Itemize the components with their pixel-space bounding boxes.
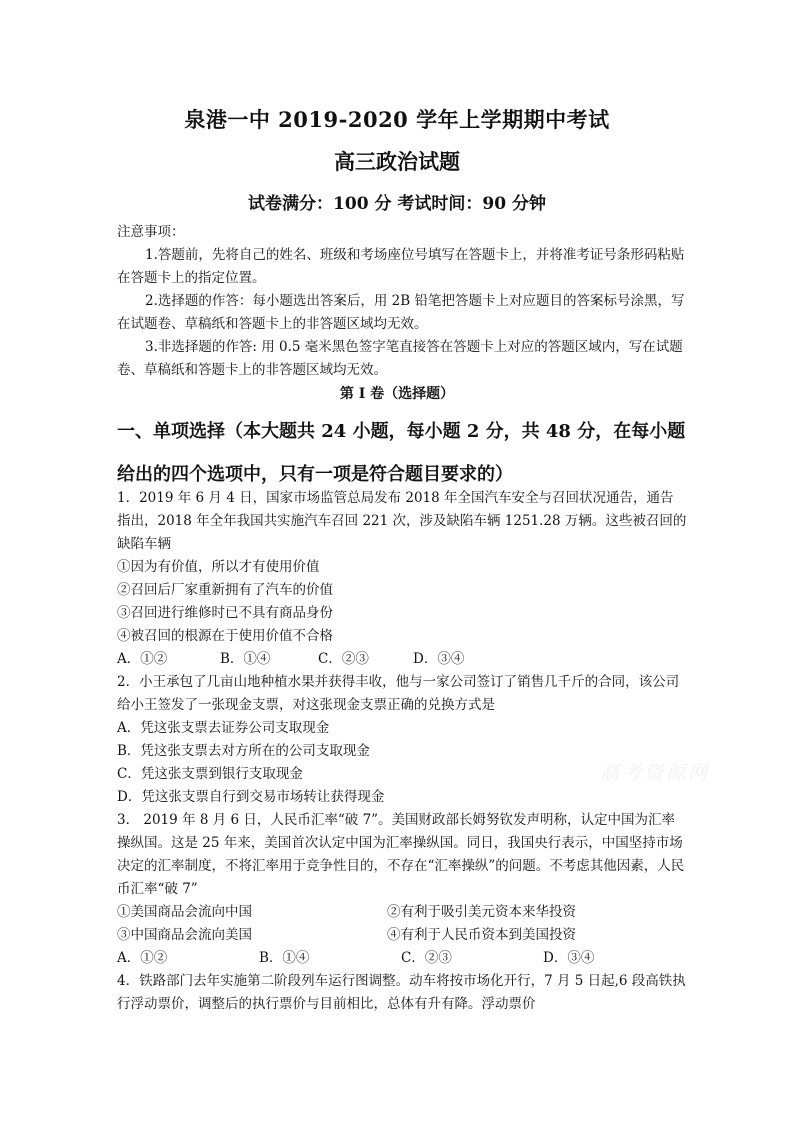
option-a: A．凭这张支票去证券公司支取现金 — [117, 720, 330, 736]
option-d: D．③④ — [543, 950, 595, 966]
option-a: A．①② — [117, 950, 168, 966]
exam-subtitle: 高三政治试题 — [334, 149, 460, 174]
question-1-item: ③召回进行维修时已不具有商品身份 — [117, 605, 333, 621]
question-3-items-row — [117, 924, 687, 947]
option-c: C．凭这张支票到银行支取现金 — [117, 766, 303, 782]
question-1-options — [117, 648, 687, 671]
notice-heading: 注意事项： — [117, 224, 185, 240]
option-d: D．③④ — [413, 651, 465, 667]
notice-item: 3.非选择题的作答: 用 0.5 毫米黑色签字笔直接答在答题卡上对应的答题区域内，写在试题卷、草稿纸和答题卡上的非答题区域均无效。 — [117, 339, 683, 378]
question-3-item: ①美国商品会流向中国 — [117, 904, 252, 920]
question-3-options — [117, 947, 687, 970]
question-3-item: ②有利于吸引美元资本来华投资 — [387, 904, 576, 920]
question-3-stem: 3． 2019 年 8 月 6 日，人民币汇率“破 7”。美国财政部长姆努钦发声明称，认定中国为汇率操纵国。这是 25 年来，美国首次认定中国为汇率操纵国。同日，我国央行表示，中国坚持市场决定的汇率制度，不将汇率用于竞争性目的，不存在“汇率操纵”的问题。不考虑其他因素，人民币汇率“破 7” — [117, 812, 685, 897]
question-3-item: ④有利于人民币资本到美国投资 — [387, 927, 576, 943]
question-3-items-row — [117, 901, 687, 924]
exam-info: 试卷满分：100 分 考试时间：90 分钟 — [248, 194, 546, 214]
part-title: 第 I 卷（选择题） — [339, 386, 455, 402]
question-list — [117, 487, 687, 1016]
question-1-item: ④被召回的根源在于使用价值不合格 — [117, 628, 333, 644]
question-3-item: ③中国商品会流向美国 — [117, 927, 252, 943]
option-c: C．②③ — [318, 651, 369, 667]
question-4-stem: 4．铁路部门去年实施第二阶段列车运行图调整。动车将按市场化开行，7 月 5 日起,6 段高铁执行浮动票价，调整后的执行票价与目前相比，总体有升有降。浮动票价 — [117, 973, 686, 1012]
question-2-stem: 2．小王承包了几亩山地种植水果并获得丰收，他与一家公司签订了销售几千斤的合同，该公司给小王签发了一张现金支票，对这张现金支票正确的兑换方式是 — [117, 674, 680, 713]
option-d: D．凭这张支票自行到交易市场转让获得现金 — [117, 789, 385, 805]
watermark: 高考资源网 — [600, 762, 711, 784]
notice-item: 1.答题前，先将自己的姓名、班级和考场座位号填写在答题卡上，并将准考证号条形码粘贴在答题卡上的指定位置。 — [117, 247, 685, 286]
question-1-stem: 1．2019 年 6 月 4 日，国家市场监管总局发布 2018 年全国汽车安全与召回状况通告，通告指出，2018 年全年我国共实施汽车召回 221 次，涉及缺陷车辆 1251.28 万辆。这些被召回的缺陷车辆 — [117, 490, 687, 552]
option-b: B．①④ — [220, 651, 271, 667]
notice-section — [117, 221, 687, 382]
section-heading: 一、单项选择（本大题共 24 小题，每小题 2 分，共 48 分，在每小题给出的四个选项中，只有一项是符合题目要求的） — [117, 421, 686, 485]
notice-item: 2.选择题的作答：每小题选出答案后，用 2B 铅笔把答题卡上对应题目的答案标号涂黑，写在试题卷、草稿纸和答题卡上的非答题区域均无效。 — [117, 293, 685, 332]
exam-title: 泉港一中 2019-2020 学年上学期期中考试 — [184, 107, 610, 132]
option-a: A．①② — [117, 651, 168, 667]
option-b: B．①④ — [259, 950, 310, 966]
option-b: B．凭这张支票去对方所在的公司支取现金 — [117, 743, 370, 759]
option-c: C．②③ — [401, 950, 452, 966]
question-1-item: ①因为有价值，所以才有使用价值 — [117, 559, 320, 575]
question-1-item: ②召回后厂家重新拥有了汽车的价值 — [117, 582, 333, 598]
